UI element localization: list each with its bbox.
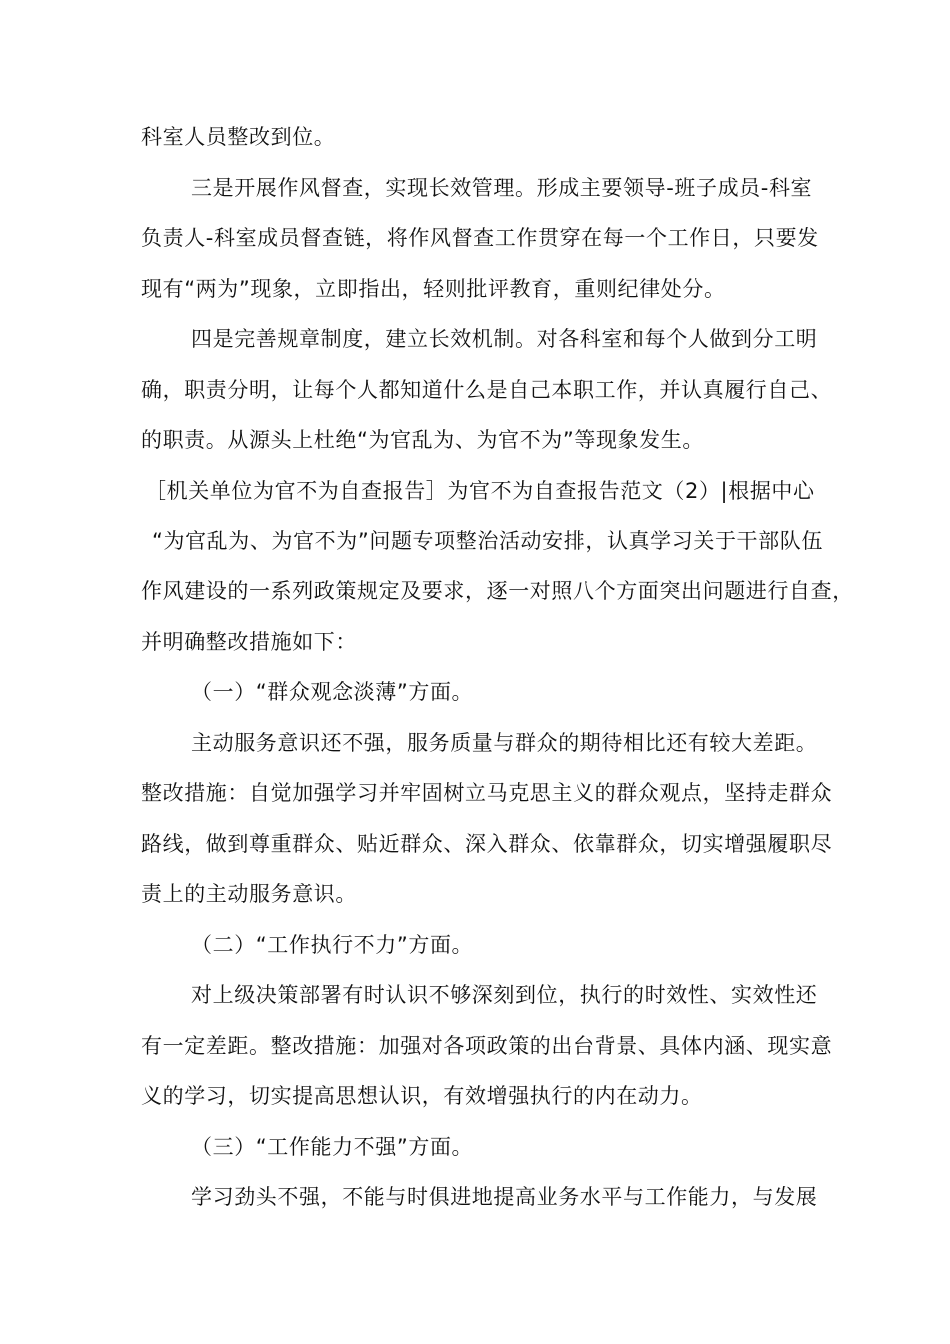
- paragraph-line: 责上的主动服务意识。: [141, 882, 357, 906]
- paragraph-line: 学习劲头不强，不能与时俱进地提高业务水平与工作能力，与发展: [191, 1185, 818, 1209]
- paragraph-line: 整改措施：自觉加强学习并牢固树立马克思主义的群众观点，坚持走群众: [141, 781, 833, 805]
- paragraph-line: 并明确整改措施如下：: [141, 630, 357, 654]
- paragraph-line: 路线，做到尊重群众、贴近群众、深入群众、依靠群众，切实增强履职尽: [141, 832, 833, 856]
- section-title-line: ［机关单位为官不为自查报告］为官不为自查报告范文（2）|根据中心: [145, 479, 815, 503]
- paragraph-line: 三是开展作风督查，实现长效管理。形成主要领导-班子成员-科室: [191, 176, 813, 200]
- paragraph-line: 科室人员整改到位。: [141, 125, 336, 149]
- subheading: （三）“工作能力不强”方面。: [191, 1135, 474, 1159]
- paragraph-line: 确，职责分明，让每个人都知道什么是自己本职工作，并认真履行自己、: [141, 378, 833, 402]
- paragraph-line: 现有“两为”现象，立即指出，轻则批评教育，重则纪律处分。: [141, 277, 726, 301]
- paragraph-line: 主动服务意识还不强，服务质量与群众的期待相比还有较大差距。: [191, 731, 818, 755]
- subheading: （二）“工作执行不力”方面。: [191, 933, 474, 957]
- paragraph-line: 的职责。从源头上杜绝“为官乱为、为官不为”等现象发生。: [141, 428, 704, 452]
- paragraph-line: 负责人-科室成员督查链，将作风督查工作贯穿在每一个工作日，只要发: [141, 226, 819, 250]
- paragraph-line: “为官乱为、为官不为”问题专项整治活动安排，认真学习关于干部队伍: [152, 529, 823, 553]
- subheading: （一）“群众观念淡薄”方面。: [191, 680, 474, 704]
- paragraph-line: 对上级决策部署有时认识不够深刻到位，执行的时效性、实效性还: [191, 983, 818, 1007]
- paragraph-line: 四是完善规章制度，建立长效机制。对各科室和每个人做到分工明: [191, 327, 818, 351]
- paragraph-line: 义的学习，切实提高思想认识，有效增强执行的内在动力。: [141, 1084, 703, 1108]
- paragraph-line: 作风建设的一系列政策规定及要求，逐一对照八个方面突出问题进行自查，: [141, 579, 854, 603]
- paragraph-line: 有一定差距。整改措施：加强对各项政策的出台背景、具体内涵、现实意: [141, 1034, 833, 1058]
